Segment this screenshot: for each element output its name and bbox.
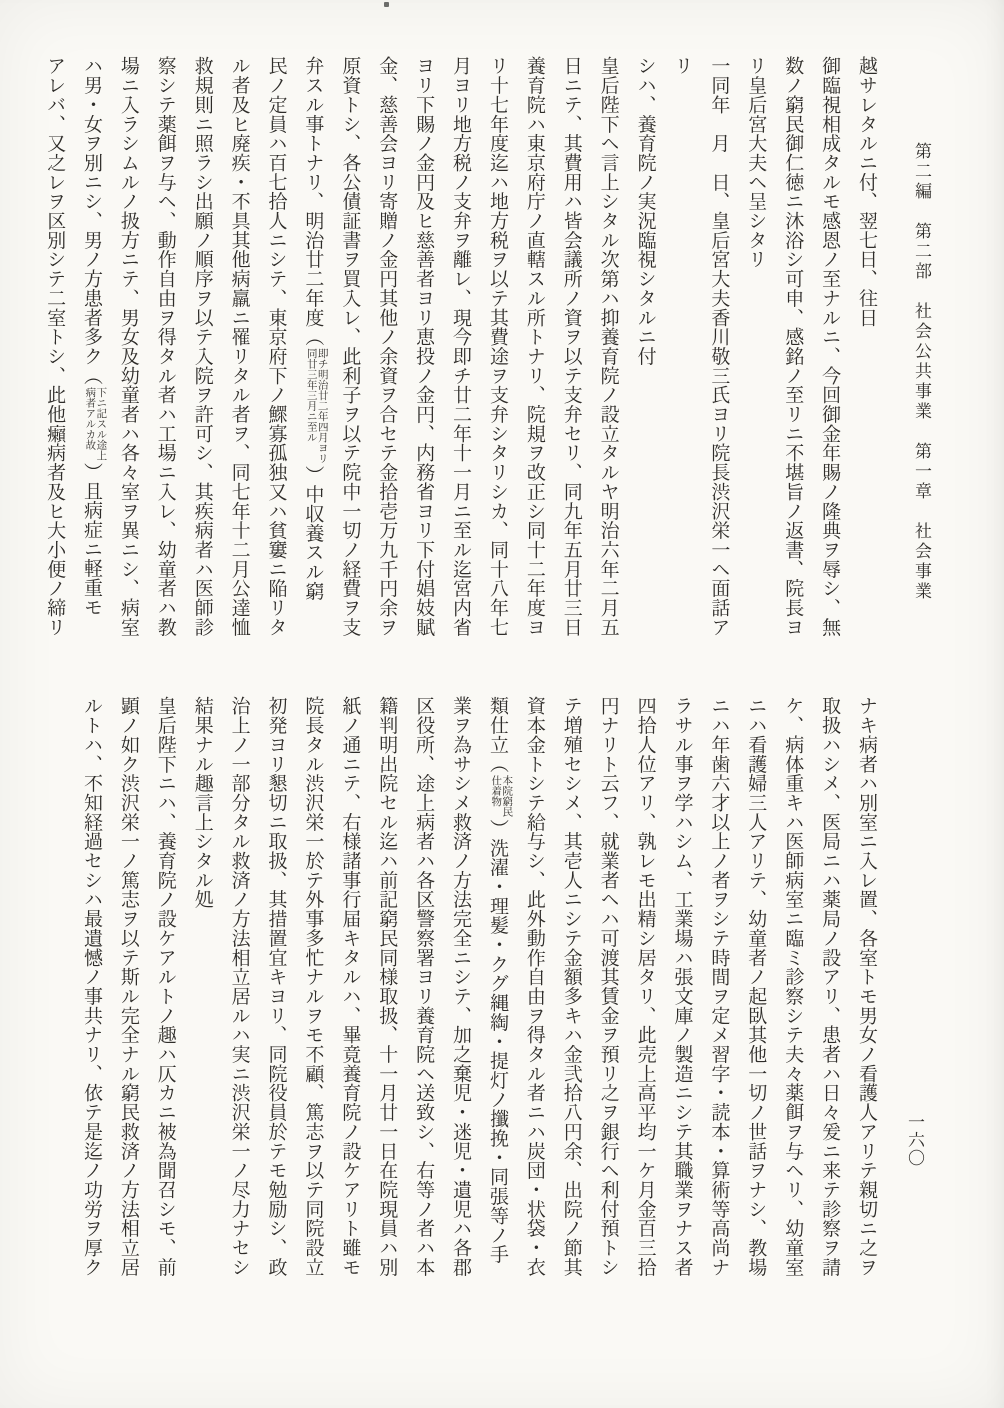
top-text-block [44,56,884,656]
text-column: 紙ノ通ニテ、右様諸事行届キタルハ、畢竟養育院ノ設ケアリト雖モ [339,696,361,1277]
text-column: 取扱ハシメ、医局ニハ薬局ノ設アリ、患者ハ日々爰ニ来テ診察ヲ請 [819,696,841,1277]
text-column: 円ナリト云フ、就業者ヘハ可渡其賃金ヲ預リ之ヲ銀行ヘ利付預トシ [597,696,619,1277]
text-column: 日ニテ、其費用ハ皆会議所ノ資ヲ以テ支弁セリ、同九年五月廿三日 [560,56,582,637]
text-column: ル者及ヒ廃疾・不具其他病羸ニ罹リタル者ヲ、同七年十二月公達恤 [228,56,250,637]
text-column: 籍判明出院セル迄ハ前記窮民同様取扱、十一月廿一日在院現員ハ別 [376,696,398,1277]
text-column: 顕ノ如ク渋沢栄一ノ篤志ヲ以テ斯ル完全ナル窮民救済ノ方法相立居 [117,696,139,1277]
text-column: ラサル事ヲ学ハシム、工業場ハ張文庫ノ製造ニシテ其職業ヲナス者 [671,696,693,1277]
text-column: 皇后陛下ヘ言上シタル次第ハ抑養育院ノ設立タルヤ明治六年二月五 [597,56,619,637]
inline-note: （ 本院窮民 仕着物 ） [486,754,513,839]
text-column: ハ男・女ヲ別ニシ、男ノ方患者多ク（ 下ニ記スル途上 病者アルカ故 ）且病症ニ軽重モ [80,56,107,617]
text-column: 資本金トシテ給与シ、此外動作自由ヲ得タル者ニハ炭団・状袋・衣 [523,696,545,1277]
text-column: 治上ノ一部分タル救済ノ方法相立居ルハ実ニ渋沢栄一ノ尽力ナセシ [228,696,250,1277]
text-column: 区役所、途上病者ハ各区警察署ヨリ養育院ヘ送致シ、右等ノ者ハ本 [413,696,435,1277]
text-column: 原資トシ、各公債証書ヲ買入レ、此利子ヲ以テ院中一切ノ経費ヲ支 [339,56,361,637]
text-column: ケ、病体重キハ医師病室ニ臨ミ診察シテ夫々薬餌ヲ与ヘリ、幼童室 [782,696,804,1277]
text-column: ナキ病者ハ別室ニ入レ置、各室トモ男女ノ看護人アリテ親切ニ之ヲ [856,696,877,1277]
text-column: 皇后陛下ニハ、養育院ノ設ケアルトノ趣ハ仄カニ被為聞召シモ、前 [154,696,176,1277]
text-column: 院長タル渋沢栄一於テ外事多忙ナルヲモ不顧、篤志ヲ以テ同院設立 [302,696,324,1277]
text-column: ニハ看護婦三人アリテ、幼童者ノ起臥其他一切ノ世話ヲナシ、教場 [745,696,767,1277]
scan-artifact [384,2,389,7]
inline-note: （ 即チ明治廿二年四月ヨリ 同廿三年三月ニ至ル ） [302,326,328,485]
text-column: ニハ年歯六才以上ノ者ヲシテ時間ヲ定メ習字・読本・算術等高尚ナ [708,696,730,1277]
text-column: 月ヨリ地方税ノ支弁ヲ離レ、現今即チ廿二年十一月ニ至ル迄宮内省 [450,56,472,637]
text-column: 金、慈善会ヨリ寄贈ノ金円其他ノ余資ヲ合セテ金拾壱万九千円余ヲ [376,56,398,637]
inline-note: （ 下ニ記スル途上 病者アルカ故 ） [80,365,107,482]
text-column: 御臨視相成タルモ感恩ノ至ナルニ、今回御金年賜ノ隆典ヲ辱シ、無 [819,56,841,637]
text-column: 一同年 月 日、皇后宮大夫香川敬三氏ヨリ院長渋沢栄一ヘ面話アリ [671,56,730,637]
text-column: 民ノ定員ハ百七拾人ニシテ、東京府下ノ鰥寡孤独又ハ貧窶ニ陥リタ [265,56,287,637]
text-column: 結果ナル趣言上シタル処 [191,696,213,909]
text-column: 救規則ニ照ラシ出願ノ順序ヲ以テ入院ヲ許可シ、其疾病者ハ医師診 [191,56,213,637]
text-column: 場ニ入ラシムルノ扱方ニテ、男女及幼童者ハ各々室ヲ異ニシ、病室 [117,56,139,637]
text-column: アレバ、又之レヲ区別シテ二室トシ、此他癩病者及ヒ大小便ノ締リ [44,56,66,637]
running-head: 第二編 第二部 社会公共事業 第一章 社会事業 [912,142,931,602]
text-column: シハ、養育院ノ実況臨視シタルニ付 [634,56,656,366]
text-column: ヨリ下賜ノ金円及ヒ慈善者ヨリ恵投ノ金円、内務省ヨリ下付娼妓賦 [413,56,435,637]
text-column: 弁スル事トナリ、明治廿二年度（ 即チ明治廿二年四月ヨリ 同廿三年三月ニ至ル ）中収養スル窮 [302,56,328,601]
page-number: 一六〇 [905,1113,924,1167]
text-column: 数ノ窮民御仁徳ニ沐浴シ可申、感銘ノ至リニ不堪旨ノ返書、院長ヨ [782,56,804,637]
text-column: 越サレタルニ付、翌七日、往日 [856,56,877,327]
text-column: 四拾人位アリ、孰レモ出精シ居タリ、此売上高平均一ケ月金百三拾 [634,696,656,1277]
text-column: 業ヲ為サシメ救済ノ方法完全ニシテ、加之棄児・迷児・遺児ハ各郡 [450,696,472,1277]
text-column: 養育院ハ東京府庁ノ直轄スル所トナリ、院規ヲ改正シ同十二年度ヨ [523,56,545,637]
text-column: 察シテ薬餌ヲ与ヘ、動作自由ヲ得タル者ハ工場ニ入レ、幼童者ハ教 [154,56,176,637]
text-column: リ十七年度迄ハ地方税ヲ以テ其費途ヲ支弁シタリシカ、同十八年七 [486,56,508,637]
text-column: 類仕立（ 本院窮民 仕着物 ）洗濯・理髪・クグ縄綯・提灯ノ攕挽・同張等ノ手 [486,696,513,1264]
text-column: ルトハ、不知経過セシハ最遺憾ノ事共ナリ、依テ是迄ノ功労ヲ厚ク [80,696,102,1277]
text-column: テ増殖セシメ、其壱人ニシテ金額多キハ金弐拾八円余、出院ノ節其 [560,696,582,1277]
text-column: リ皇后宮大夫ヘ呈シタリ [745,56,767,269]
bottom-text-block [72,696,884,1296]
text-column: 初発ヨリ懇切ニ取扱、其措置宜キヨリ、同院役員於テモ勉励シ、政 [265,696,287,1277]
